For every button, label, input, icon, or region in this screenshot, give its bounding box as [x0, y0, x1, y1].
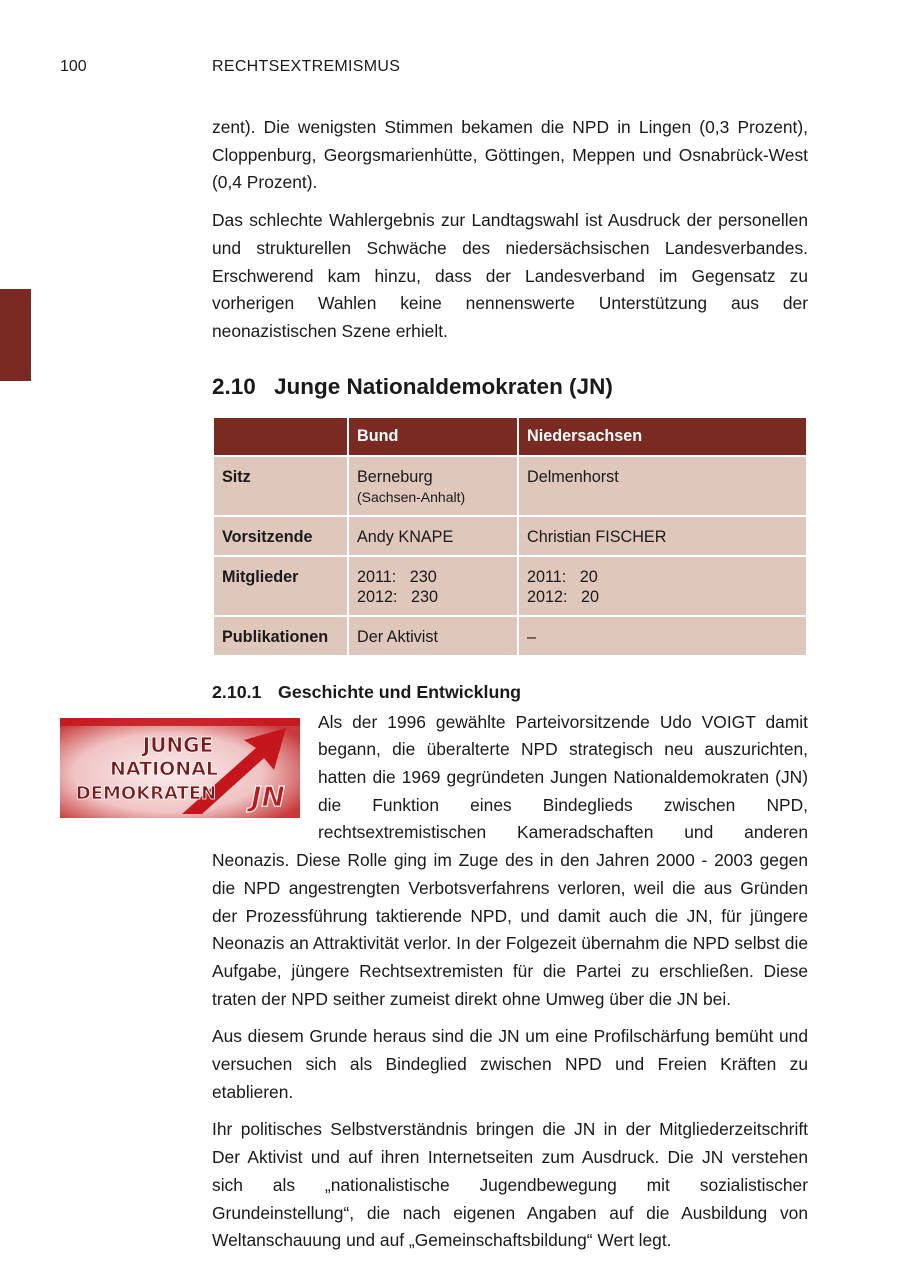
- table-cell: Christian FISCHER: [518, 516, 807, 556]
- paragraph: Als der 1996 gewählte Parteivorsitzende Udo VOIGT damit begann, die überalterte NPD strategisch neu auszurichten, hatten die 1969 gegründeten Jungen Nationaldemokraten (JN) die Funktion eines Bindeglieds zwischen NPD, rechtsextremistischen Kameradschaften und anderen Neonazis. Diese Rolle ging im Zuge des in den Jahren 2000 - 2003 gegen die NPD angestrengten Verbotsverfahrens verloren, weil die aus Gründen der Prozessführung taktierende NPD, und damit auch die JN, für jüngere Neonazis an Attraktivität verlor. In der Folgezeit übernahm die NPD selbst die Aufgabe, jüngere Rechtsextremisten für die Partei zu erschließen. Diese traten der NPD seither zumeist direkt ohne Umweg über die JN bei.: [212, 711, 808, 1009]
- paragraph: Ihr politisches Selbstverständnis bringen die JN in der Mitgliederzeitschrift Der Aktivist und auf ihren Internetseiten zum Ausdruck. Die JN verstehen sich als „nationalistische Jugendbewegung mit sozialistischer Grundeinstellung“, die nach eigenen Angaben auf die Ausbildung von Weltanschauung und auf „Gemeinschaftsbildung“ Wert legt.: [212, 1119, 808, 1251]
- cell-text: 2011: 20: [527, 567, 598, 586]
- table-cell: Delmenhorst: [518, 456, 807, 516]
- table-header-row: [213, 417, 807, 456]
- running-header: RECHTSEXTREMISMUS: [212, 58, 401, 75]
- paragraph: Das schlechte Wahlergebnis zur Landtagswahl ist Ausdruck der personellen und strukturellen Schwäche des niedersächsischen Landesverbandes. Erschwerend kam hinzu, dass der Landesverband im Gegensatz zu vorherigen Wahlen keine nennenswerte Unterstützung aus der neonazistischen Szene erhielt.: [212, 210, 808, 341]
- row-label: Publikationen: [213, 616, 348, 656]
- section-number: 2.10: [212, 373, 256, 399]
- table-cell: [348, 456, 518, 516]
- table-header-cell: Niedersachsen: [518, 417, 807, 456]
- logo-text-line3: DEMOKRATEN: [75, 782, 217, 804]
- cell-text: Berneburg: [357, 467, 433, 486]
- table-cell: [348, 556, 518, 616]
- row-label: Sitz: [213, 456, 348, 516]
- subsection-number: 2.10.1: [212, 681, 262, 702]
- main-content: [75, 114, 808, 1255]
- table-row: [213, 616, 807, 656]
- logo-text-line2: NATIONAL: [109, 757, 219, 780]
- table-cell: Der Aktivist: [348, 616, 518, 656]
- table-header-cell: [213, 417, 348, 456]
- logo-jn-mark: JN: [251, 779, 285, 813]
- table-cell: Andy KNAPE: [348, 516, 518, 556]
- row-label: Vorsitzende: [213, 516, 348, 556]
- table-cell: –: [518, 616, 807, 656]
- table-row: [213, 516, 807, 556]
- jn-logo-image: [60, 718, 300, 818]
- jn-logo-svg: [60, 718, 300, 818]
- cell-text: 2011: 230: [357, 567, 437, 586]
- table-row: [213, 456, 807, 516]
- cell-text: 2012: 230: [357, 587, 439, 606]
- table-row: [213, 556, 807, 616]
- chapter-thumb-tab: [0, 289, 31, 381]
- subsection-title: Geschichte und Entwicklung: [278, 681, 522, 702]
- row-label: Mitglieder: [213, 556, 348, 616]
- info-table: [212, 416, 808, 657]
- paragraph: zent). Die wenigsten Stimmen bekamen die NPD in Lingen (0,3 Prozent), Cloppenburg, Georgsmarienhütte, Göttingen, Meppen und Osnabrück-West (0,4 Prozent).: [212, 117, 808, 193]
- subsection-heading: [212, 679, 808, 705]
- section-heading: [212, 372, 808, 402]
- cell-subtext: (Sachsen-Anhalt): [357, 488, 466, 505]
- table-header-cell: Bund: [348, 417, 518, 456]
- cell-text: 2012: 20: [527, 587, 600, 606]
- logo-text-line1: JUNGE: [142, 732, 214, 757]
- logo-top-band: [60, 718, 300, 726]
- table-cell: [518, 556, 807, 616]
- section-title: Junge Nationaldemokraten (JN): [274, 373, 613, 399]
- page-number: 100: [60, 58, 87, 75]
- paragraph: Aus diesem Grunde heraus sind die JN um eine Profilschärfung bemüht und versuchen sich als Bindeglied zwischen NPD und Freien Kräften zu etablieren.: [212, 1026, 808, 1102]
